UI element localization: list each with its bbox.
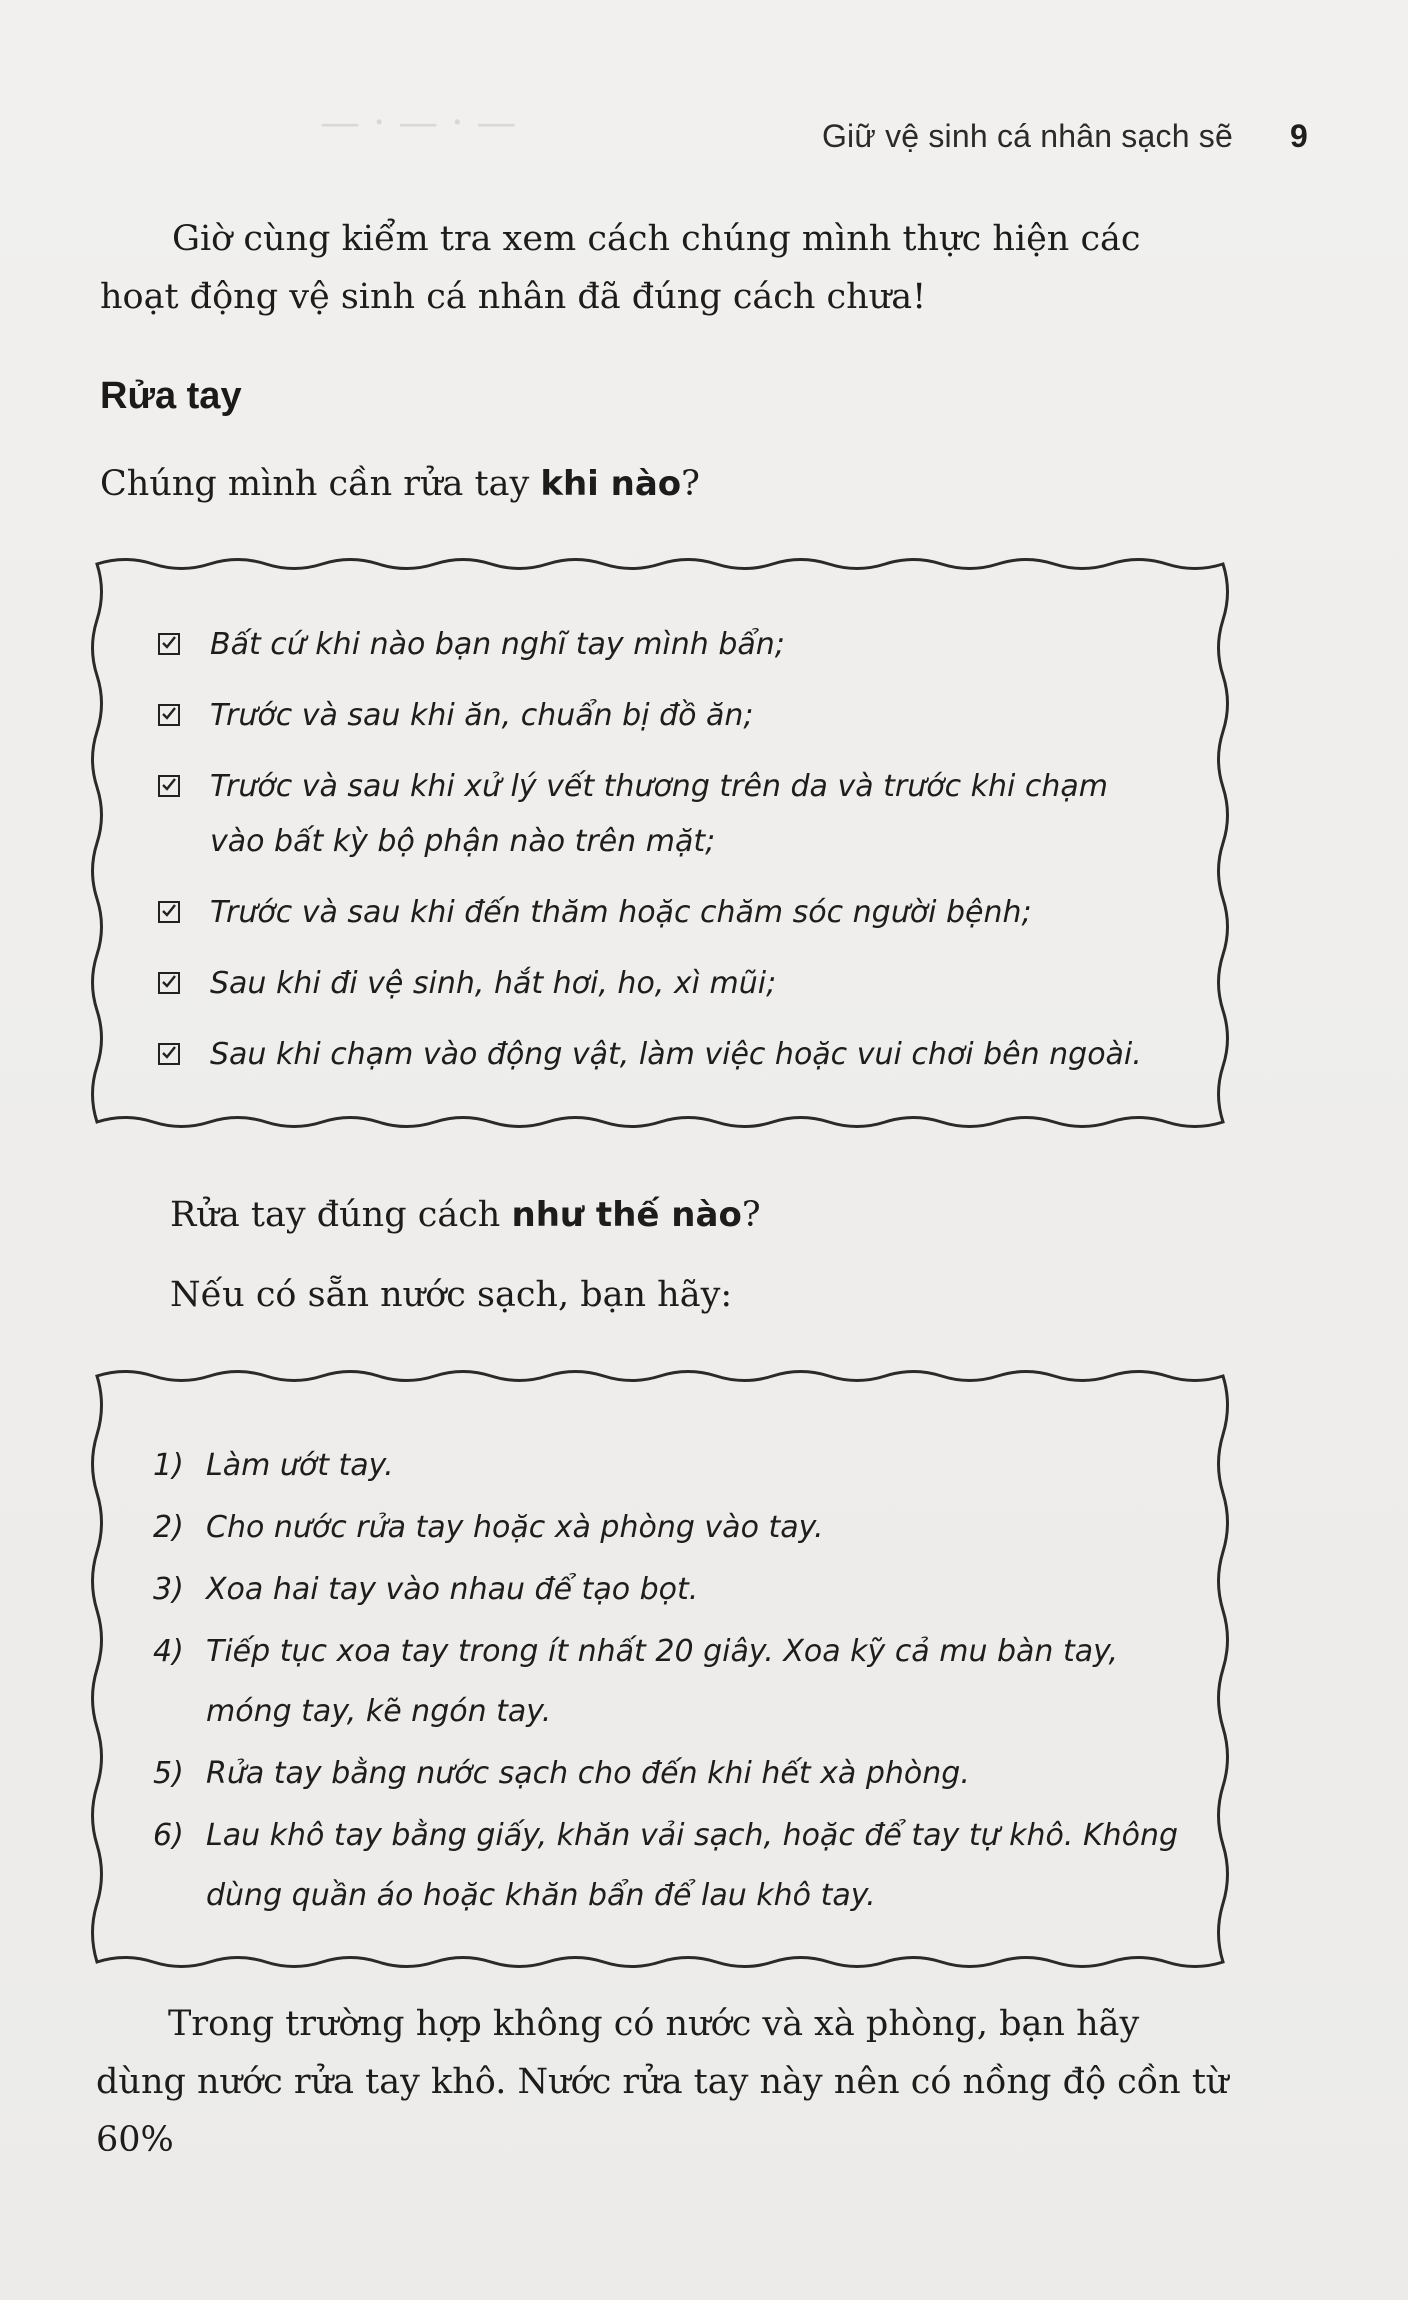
checkbox-checked-icon bbox=[158, 901, 180, 923]
closing-paragraph: Trong trường hợp không có nước và xà phòng, bạn hãy dùng nước rửa tay khô. Nước rửa tay này nên có nồng độ cồn từ 60% bbox=[96, 2004, 1229, 2160]
question-when-emphasis: khi nào bbox=[540, 464, 682, 504]
question-how-prefix: Rửa tay đúng cách bbox=[170, 1195, 512, 1235]
checklist-item bbox=[155, 885, 1165, 940]
checklist-text: Trước và sau khi xử lý vết thương trên da và trước khi chạm vào bất kỳ bộ phận nào trên mặt; bbox=[210, 769, 1109, 859]
checklist-text: Trước và sau khi đến thăm hoặc chăm sóc người bệnh; bbox=[210, 895, 1032, 930]
step-text: Tiếp tục xoa tay trong ít nhất 20 giây. Xoa kỹ cả mu bàn tay, móng tay, kẽ ngón tay. bbox=[206, 1634, 1119, 1729]
step-number: 1) bbox=[153, 1448, 184, 1483]
step-item bbox=[153, 1806, 1183, 1926]
checklist-item bbox=[155, 617, 1165, 672]
page-number: 9 bbox=[1290, 118, 1308, 154]
checkbox-checked-icon bbox=[158, 633, 180, 655]
when-checklist bbox=[155, 617, 1165, 1098]
question-when bbox=[100, 464, 700, 504]
question-how bbox=[170, 1195, 761, 1235]
intro-paragraph: Giờ cùng kiểm tra xem cách chúng mình thực hiện các hoạt động vệ sinh cá nhân đã đúng cách chưa! bbox=[100, 219, 1141, 317]
checkbox-checked-icon bbox=[158, 1043, 180, 1065]
checklist-item bbox=[155, 1027, 1165, 1082]
section-title: Rửa tay bbox=[100, 375, 242, 417]
checklist-text: Sau khi chạm vào động vật, làm việc hoặc vui chơi bên ngoài. bbox=[210, 1037, 1142, 1072]
step-text: Xoa hai tay vào nhau để tạo bọt. bbox=[206, 1572, 699, 1607]
step-text: Làm ướt tay. bbox=[206, 1448, 394, 1483]
running-header bbox=[822, 118, 1233, 155]
checklist-item bbox=[155, 956, 1165, 1011]
step-item bbox=[153, 1498, 1183, 1558]
question-how-suffix: ? bbox=[741, 1195, 761, 1235]
checklist-text: Bất cứ khi nào bạn nghĩ tay mình bẩn; bbox=[210, 627, 785, 662]
checklist-text: Sau khi đi vệ sinh, hắt hơi, ho, xì mũi; bbox=[210, 966, 777, 1001]
checklist-text: Trước và sau khi ăn, chuẩn bị đồ ăn; bbox=[210, 698, 754, 733]
checkbox-checked-icon bbox=[158, 775, 180, 797]
checklist-item bbox=[155, 759, 1165, 869]
step-item bbox=[153, 1622, 1183, 1742]
step-text: Cho nước rửa tay hoặc xà phòng vào tay. bbox=[206, 1510, 824, 1545]
step-number: 3) bbox=[153, 1572, 184, 1607]
step-text: Lau khô tay bằng giấy, khăn vải sạch, hoặc để tay tự khô. Không dùng quần áo hoặc khăn bẩn để lau khô tay. bbox=[206, 1818, 1179, 1913]
step-item bbox=[153, 1560, 1183, 1620]
step-number: 5) bbox=[153, 1756, 184, 1791]
step-number: 2) bbox=[153, 1510, 184, 1545]
checklist-item bbox=[155, 688, 1165, 743]
bleed-through-decoration: — · — · — bbox=[320, 100, 517, 146]
step-number: 6) bbox=[153, 1818, 184, 1853]
step-item bbox=[153, 1744, 1183, 1804]
question-when-prefix: Chúng mình cần rửa tay bbox=[100, 464, 541, 504]
running-title: Giữ vệ sinh cá nhân sạch sẽ bbox=[821, 118, 1233, 154]
checkbox-checked-icon bbox=[158, 972, 180, 994]
handwash-steps bbox=[153, 1436, 1183, 1928]
step-number: 4) bbox=[153, 1634, 184, 1669]
question-when-suffix: ? bbox=[681, 464, 700, 504]
step-text: Rửa tay bằng nước sạch cho đến khi hết xà phòng. bbox=[206, 1756, 970, 1791]
if-water-line: Nếu có sẵn nước sạch, bạn hãy: bbox=[170, 1275, 733, 1315]
step-item bbox=[153, 1436, 1183, 1496]
checkbox-checked-icon bbox=[158, 704, 180, 726]
question-how-emphasis: như thế nào bbox=[511, 1195, 742, 1235]
